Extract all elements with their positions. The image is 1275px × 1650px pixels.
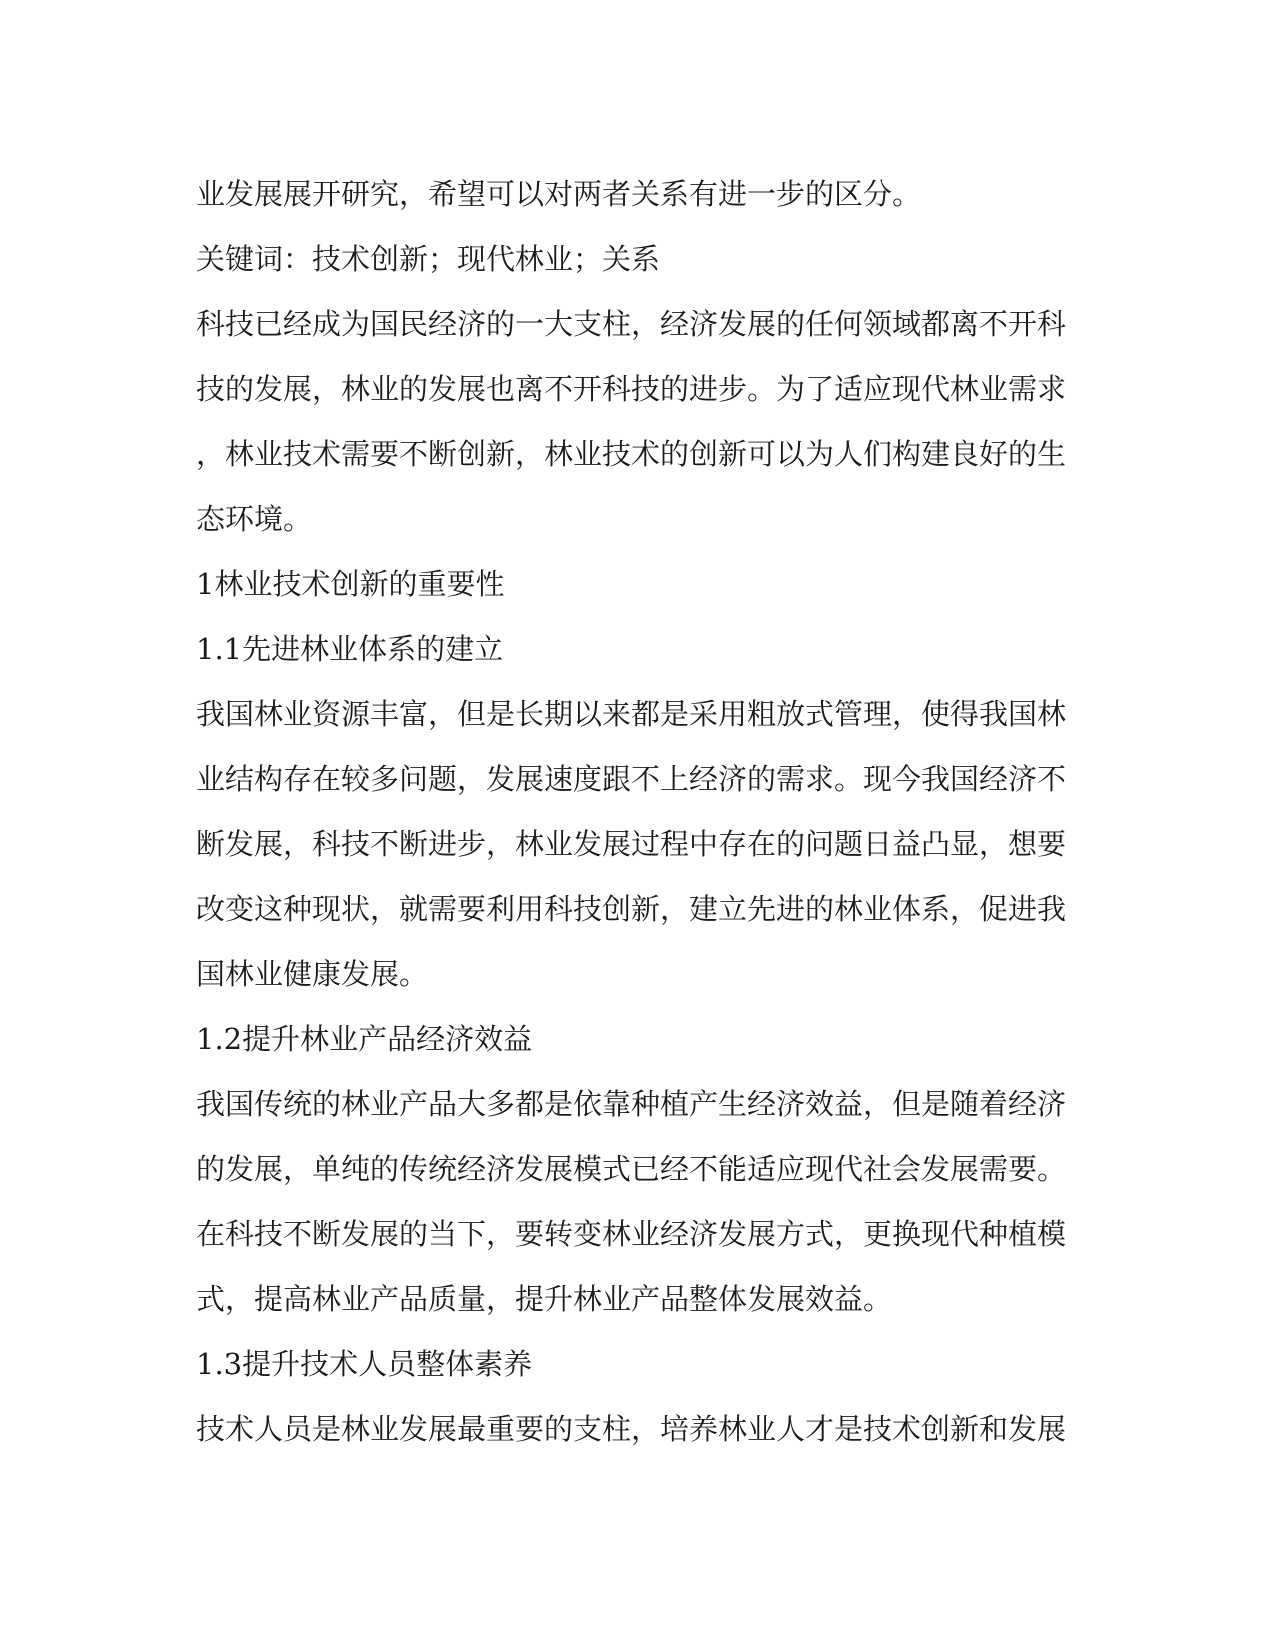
- intro-paragraph-line: 科技已经成为国民经济的一大支柱，经济发展的任何领域都离不开科: [196, 307, 1067, 341]
- paragraph-line: 断发展，科技不断进步，林业发展过程中存在的问题日益凸显，想要: [196, 827, 1067, 861]
- paragraph-line: 在科技不断发展的当下，要转变林业经济发展方式，更换现代种植模: [196, 1217, 1067, 1251]
- intro-paragraph-line: 技的发展，林业的发展也离不开科技的进步。为了适应现代林业需求: [196, 372, 1067, 406]
- subsection-heading: 1.1先进林业体系的建立: [196, 632, 504, 666]
- paragraph-line: 我国传统的林业产品大多都是依靠种植产生经济效益，但是随着经济: [196, 1087, 1067, 1121]
- paragraph-line: 我国林业资源丰富，但是长期以来都是采用粗放式管理，使得我国林: [196, 697, 1067, 731]
- subsection-heading: 1.3提升技术人员整体素养: [196, 1347, 533, 1381]
- intro-paragraph-line: 态环境。: [196, 502, 313, 536]
- paragraph-line: 技术人员是林业发展最重要的支柱，培养林业人才是技术创新和发展: [196, 1412, 1067, 1446]
- paragraph-line: 的发展，单纯的传统经济发展模式已经不能适应现代社会发展需要。: [196, 1152, 1067, 1186]
- paragraph-line: 改变这种现状，就需要利用科技创新，建立先进的林业体系，促进我: [196, 892, 1067, 926]
- paragraph-line: 国林业健康发展。: [196, 957, 429, 991]
- paragraph-line: 式，提高林业产品质量，提升林业产品整体发展效益。: [196, 1282, 893, 1316]
- abstract-line-end: 业发展展开研究，希望可以对两者关系有进一步的区分。: [196, 177, 922, 211]
- subsection-heading: 1.2提升林业产品经济效益: [196, 1022, 533, 1056]
- intro-paragraph-line: ，林业技术需要不断创新，林业技术的创新可以为人们构建良好的生: [196, 437, 1067, 471]
- section-heading: 1林业技术创新的重要性: [196, 567, 505, 601]
- keywords-line: 关键词：技术创新；现代林业；关系: [196, 242, 661, 276]
- paragraph-line: 业结构存在较多问题，发展速度跟不上经济的需求。现今我国经济不: [196, 762, 1067, 796]
- document-body: [196, 162, 1076, 1462]
